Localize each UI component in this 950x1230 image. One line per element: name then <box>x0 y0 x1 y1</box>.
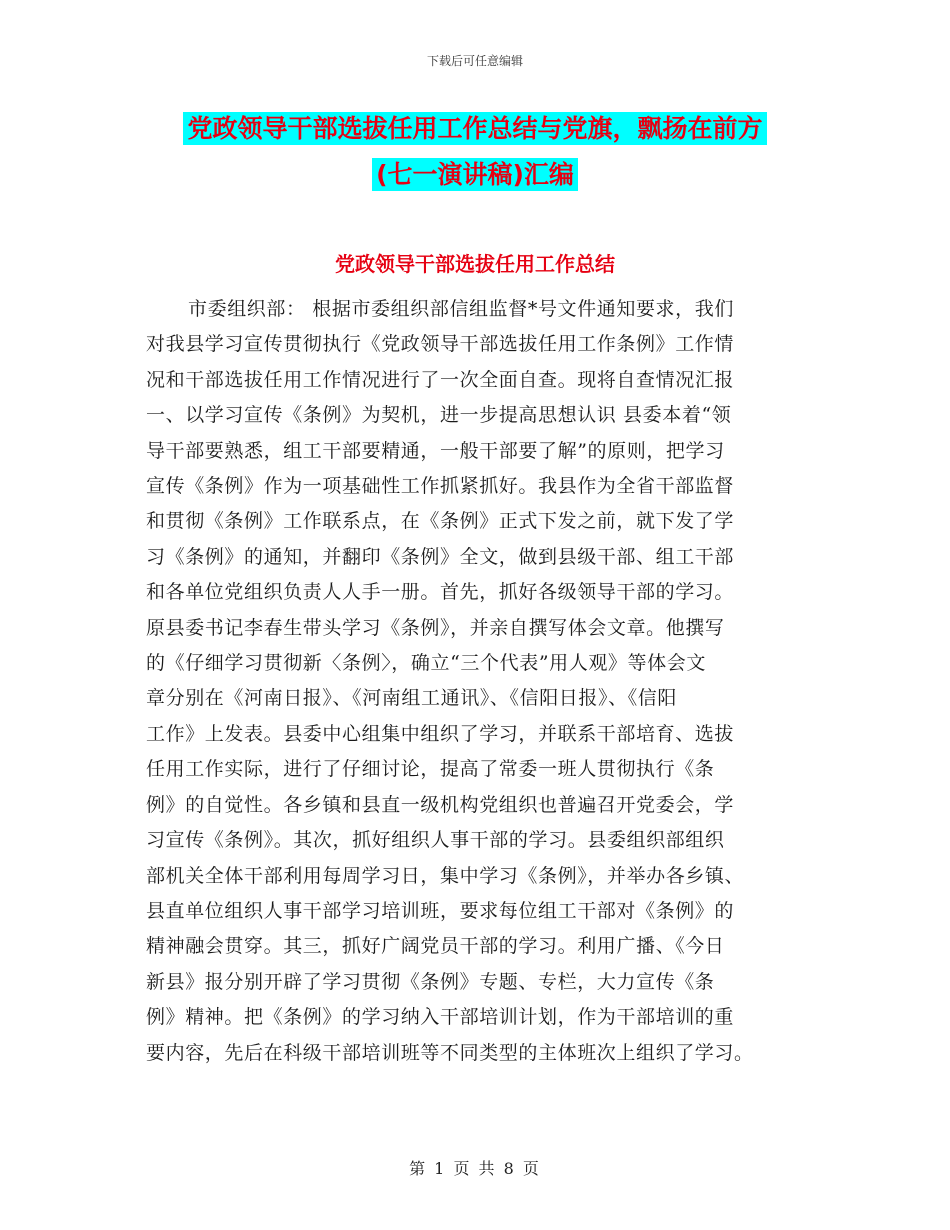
body-line: 精神融会贯穿。其三，抓好广阔党员干部的学习。利用广播、《今日 <box>146 935 725 958</box>
body-line: 况和干部选拔任用工作情况进行了一次全面自查。现将自查情况汇报 <box>146 368 735 391</box>
body-line: 原县委书记李春生带头学习《条例》，并亲自撰写体会文章。他撰写 <box>146 616 725 639</box>
page-footer: 第 1 页 共 8 页 <box>409 1159 541 1178</box>
body-line: 部机关全体干部利用每周学习日，集中学习《条例》，并举办各乡镇、 <box>146 864 745 887</box>
body-line: 一、以学习宣传《条例》为契机，进一步提高思想认识 县委本着“领 <box>146 404 732 427</box>
section-title: 党政领导干部选拔任用工作总结 <box>335 252 615 276</box>
body-line: 要内容，先后在科级干部培训班等不同类型的主体班次上组织了学习。 <box>146 1041 754 1064</box>
main-title <box>0 106 950 198</box>
body-line: 任用工作实际，进行了仔细讨论，提高了常委一班人贯彻执行《条 <box>146 758 715 781</box>
body-line: 市委组织部： 根据市委组织部信组监督*号文件通知要求，我们 <box>188 298 734 320</box>
body-line: 导干部要熟悉，组工干部要精通，一般干部要了解”的原则，把学习 <box>146 439 725 462</box>
body-line: 习宣传《条例》。其次，抓好组织人事干部的学习。县委组织部组织 <box>146 829 725 852</box>
body-line: 新县》报分别开辟了学习贯彻《条例》专题、专栏，大力宣传《条 <box>146 970 715 993</box>
body-line: 县直单位组织人事干部学习培训班，要求每位组工干部对《条例》的 <box>146 899 735 922</box>
body-line: 的《仔细学习贯彻新〈条例〉，确立“三个代表”用人观》等体会文 <box>146 652 706 675</box>
body-line: 章分别在《河南日报》、《河南组工通讯》、《信阳日报》、《信阳 <box>146 687 678 710</box>
body-line: 例》的自觉性。各乡镇和县直一级机构党组织也普遍召开党委会，学 <box>146 793 735 816</box>
body-line: 工作》上发表。县委中心组集中组织了学习，并联系干部培育、选拔 <box>146 722 735 745</box>
header-note: 下载后可任意编辑 <box>426 54 523 68</box>
body-line: 对我县学习宣传贯彻执行《党政领导干部选拔任用工作条例》工作情 <box>146 333 735 356</box>
body-line: 和贯彻《条例》工作联系点，在《条例》正式下发之前，就下发了学 <box>146 510 735 533</box>
body-line: 和各单位党组织负责人人手一册。首先，抓好各级领导干部的学习。 <box>146 581 735 604</box>
body-line: 习《条例》的通知，并翻印《条例》全文，做到县级干部、组工干部 <box>146 545 735 568</box>
body-line: 宣传《条例》作为一项基础性工作抓紧抓好。我县作为全省干部监督 <box>146 475 735 498</box>
title-line-2: (七一演讲稿)汇编 <box>372 158 578 191</box>
title-line-1: 党政领导干部选拔任用工作总结与党旗，飘扬在前方 <box>183 112 766 145</box>
body-text <box>146 292 810 1071</box>
body-line: 例》精神。把《条例》的学习纳入干部培训计划，作为干部培训的重 <box>146 1006 735 1029</box>
